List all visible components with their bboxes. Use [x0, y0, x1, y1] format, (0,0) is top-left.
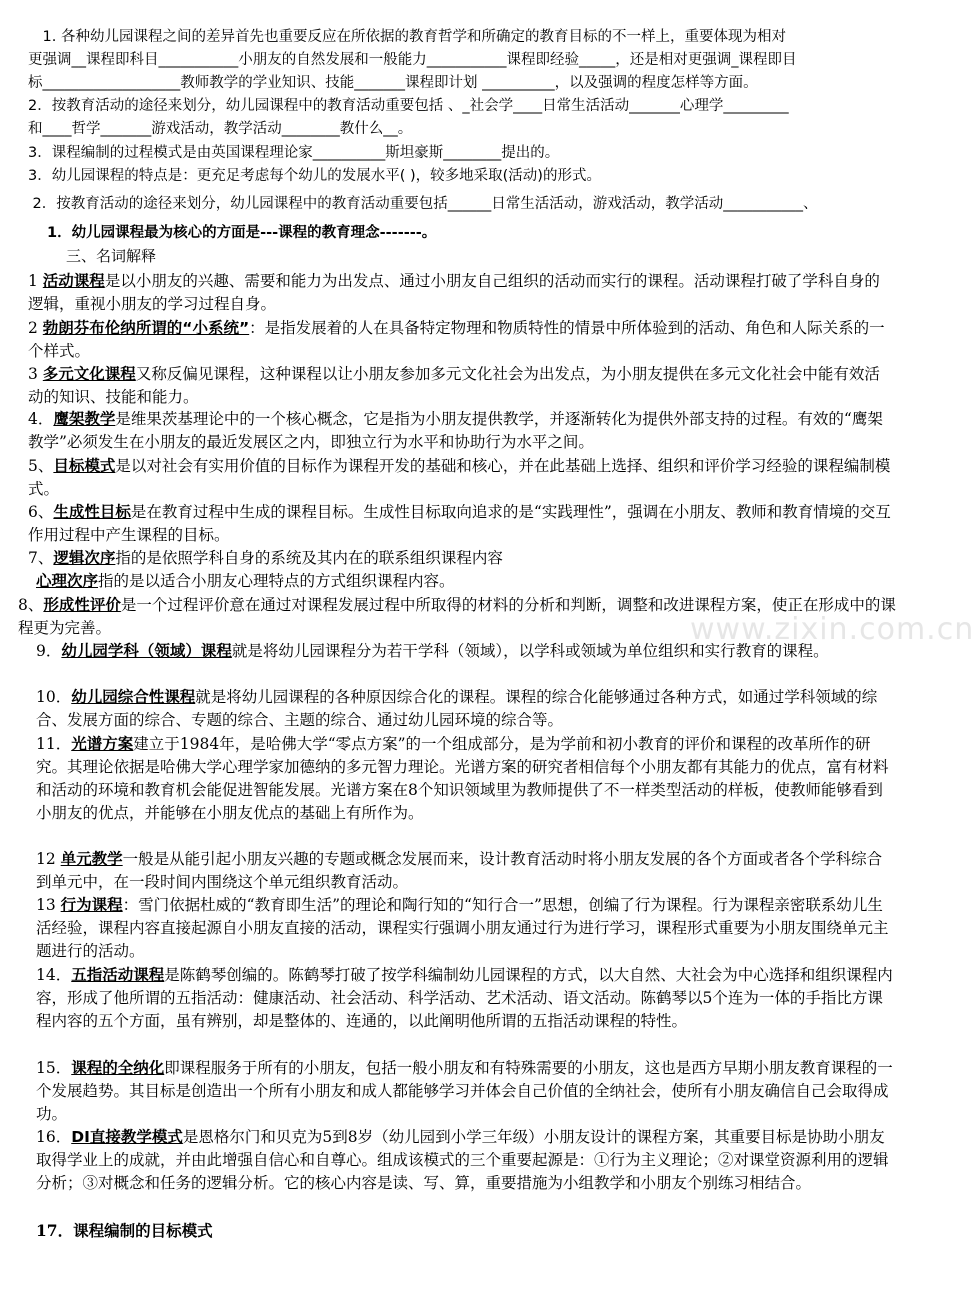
term-definition: 又称反偏见课程，这种课程以让小朋友参加多元文化社会为出发点，为小朋友提供在多元文化社会中能有效活动的知识、技能和能力。	[28, 365, 880, 406]
term-title: 生成性目标	[53, 503, 131, 521]
fill-blank-2	[28, 95, 908, 141]
term-definition: 建立于1984年，是哈佛大学“零点方案”的一个组成部分，是为学前和初小教育的评价和课程的改革所作的研究。其理论依据是哈佛大学心理学家加德纳的多元智力理论。光谱方案的研究者相信每个小朋友都有其能力的优点，富有材料和活动的环境和教育机会能促进智能发展。光谱方案在8个知识领域里为教师提供了不一样类型活动的样板，使教师能够看到小朋友的优点，并能够在小朋友优点的基础上有所作为。	[36, 735, 889, 822]
term-title: 目标模式	[53, 457, 116, 475]
fill-blank-4	[28, 165, 908, 188]
term-definition: ：是指发展着的人在具备特定物理和物质特性的情景中所体验到的活动、角色和人际关系的一个样式。	[28, 319, 885, 360]
term-entry-18	[36, 1219, 894, 1243]
fill-blank-2-line1: 2．按教育活动的途径来划分，幼儿园课程中的教育活动重要包括 、_社会学____日常生活活动_______心理学_________	[28, 98, 789, 114]
watermark-text: www.zixin.com.cn	[690, 612, 974, 647]
term-number: 8、	[18, 596, 44, 614]
term-entry-1	[28, 270, 894, 316]
term-title: 心理次序	[36, 572, 99, 590]
term-entry-8	[36, 570, 894, 593]
fill-blank-4-line1: 3．幼儿园课程的特点是：更充足考虑每个幼儿的发展水平( )，较多地采取(活动)的形式。	[28, 168, 601, 184]
term-title: 单元教学	[60, 850, 123, 868]
term-entry-2	[28, 317, 894, 363]
term-definition: 是恩格尔门和贝克为5到8岁（幼儿园到小学三年级）小朋友设计的课程方案，其重要目标是协助小朋友取得学业上的成就，并由此增强自信心和自尊心。组成该模式的三个重要起源是：①行为主义理论；②对课堂资源利用的逻辑分析；③对概念和任务的逻辑分析。它的核心内容是读、写、算，重要措施为小组教学和小朋友个别练习相结合。	[36, 1128, 889, 1192]
term-title: 幼儿园综合性课程	[71, 688, 196, 706]
term-number: 11．	[36, 735, 72, 753]
term-title: 光谱方案	[71, 735, 134, 753]
term-number: 10．	[36, 688, 72, 706]
term-number: 4．	[28, 410, 54, 428]
term-entry-9	[18, 594, 898, 640]
fill-blank-6	[18, 222, 898, 245]
term-title: 勃朗芬布伦纳所谓的“小系统”	[42, 319, 250, 337]
term-definition: 指的是以适合小朋友心理特点的方式组织课程内容。	[98, 572, 455, 590]
term-entry-15	[36, 964, 894, 1033]
fill-blank-3-line1: 3．课程编制的过程模式是由英国课程理论家__________斯坦豪斯________提出的。	[28, 145, 560, 161]
term-title: 活动课程	[42, 272, 105, 290]
term-entry-6	[28, 501, 894, 547]
term-number: 2	[28, 319, 43, 337]
term-definition: 是以对社会有实用价值的目标作为课程开发的基础和核心，并在此基础上选择、组织和评价学习经验的课程编制模式。	[28, 457, 891, 498]
fill-blank-5-line1: 2．按教育活动的途径来划分，幼儿园课程中的教育活动重要包括______日常生活活动，游戏活动，教学活动___________、	[18, 196, 818, 212]
term-number: 15．	[36, 1059, 72, 1077]
term-title: 五指活动课程	[71, 966, 165, 984]
section-title: 三、名词解释	[66, 247, 157, 265]
term-entry-7	[28, 547, 894, 570]
term-entry-10	[36, 640, 894, 663]
term-title: 幼儿园学科（领域）课程	[61, 642, 232, 660]
term-definition: 是维果茨基理论中的一个核心概念，它是指为小朋友提供教学，并逐渐转化为提供外部支持的过程。有效的“鹰架教学”必须发生在小朋友的最近发展区之内，即独立行为水平和协助行为水平之间。	[28, 410, 883, 451]
term-title: 课程编制的目标模式	[73, 1222, 213, 1240]
term-title: DI直接教学模式	[71, 1128, 183, 1146]
term-definition: 即课程服务于所有的小朋友，包括一般小朋友和有特殊需要的小朋友，这也是西方早期小朋友教育课程的一个发展趋势。其目标是创造出一个所有小朋友和成人都能够学习并体会自己价值的全纳社会，使所有小朋友确信自己会取得成功。	[36, 1059, 893, 1123]
fill-blank-1-line3: 标___________________教师教学的学业知识、技能_______课程即计划 __________，以及强调的程度怎样等方面。	[28, 75, 758, 91]
term-definition: 就是将幼儿园课程的各种原因综合化的课程。课程的综合化能够通过各种方式，如通过学科领域的综合、发展方面的综合、专题的综合、主题的综合、通过幼儿园环境的综合等。	[36, 688, 878, 729]
fill-blank-2-line2: 和____哲学_______游戏活动，教学活动________教什么__。	[28, 121, 413, 137]
term-entry-3	[28, 363, 894, 409]
fill-blank-6-line1: 1．幼儿园课程最为核心的方面是---课程的教育理念-------。	[18, 225, 437, 241]
term-number: 12	[36, 850, 61, 868]
term-title: 鹰架教学	[53, 410, 116, 428]
term-entry-13	[36, 848, 894, 894]
term-number: 7、	[28, 549, 54, 567]
term-number: 9．	[36, 642, 62, 660]
term-title: 行为课程	[60, 896, 123, 914]
term-definition: 一般是从能引起小朋友兴趣的专题或概念发展而来，设计教育活动时将小朋友发展的各个方面或者各个学科综合到单元中，在一段时间内围绕这个单元组织教育活动。	[36, 850, 883, 891]
term-title: 逻辑次序	[53, 549, 116, 567]
term-number: 5、	[28, 457, 54, 475]
term-definition: ：雪门依据杜威的“教育即生活”的理论和陶行知的“知行合一”思想，创编了行为课程。行为课程亲密联系幼儿生活经验，课程内容直接起源自小朋友直接的活动，课程实行强调小朋友通过行为进行学习，课程形式重要为小朋友围绕单元主题进行的活动。	[36, 896, 889, 960]
term-number: 1	[28, 272, 43, 290]
term-title: 课程的全纳化	[71, 1059, 165, 1077]
term-definition: 是一个过程评价意在通过对课程发展过程中所取得的材料的分析和判断，调整和改进课程方案，使正在形成中的课程更为完善。	[18, 596, 896, 637]
term-definition: 是陈鹤琴创编的。陈鹤琴打破了按学科编制幼儿园课程的方式，以大自然、大社会为中心选择和组织课程内容，形成了他所谓的五指活动：健康活动、社会活动、科学活动、艺术活动、语文活动。陈鹤琴以5个连为一体的手指比方课程内容的五个方面，虽有辨别，却是整体的、连通的，以此阐明他所谓的五指活动课程的特性。	[36, 966, 893, 1030]
term-entry-4	[28, 408, 894, 454]
term-number: 17．	[36, 1221, 74, 1240]
fill-blank-3	[28, 142, 908, 165]
fill-blank-1-line2: 更强调__课程即科目___________小朋友的自然发展和一般能力___________课程即经验_____，还是相对更强调_课程即目	[28, 52, 797, 68]
term-entry-16	[36, 1057, 894, 1126]
term-title: 多元文化课程	[42, 365, 136, 383]
term-number: 3	[28, 365, 43, 383]
term-entry-14	[36, 894, 894, 963]
term-definition: 就是将幼儿园课程分为若干学科（领域），以学科或领域为单位组织和实行教育的课程。	[231, 642, 829, 660]
term-definition: 是在教育过程中生成的课程目标。生成性目标取向追求的是“实践理性”，强调在小朋友、教师和教育情境的交互作用过程中产生课程的目标。	[28, 503, 891, 544]
term-definition: 是以小朋友的兴趣、需要和能力为出发点、通过小朋友自己组织的活动而实行的课程。活动课程打破了学科自身的逻辑，重视小朋友的学习过程自身。	[28, 272, 880, 313]
term-number: 13	[36, 896, 61, 914]
term-definition: 指的是依照学科自身的系统及其内在的联系组织课程内容	[115, 549, 503, 567]
term-title: 形成性评价	[43, 596, 121, 614]
fill-blank-1-line1: 1. 各种幼儿园课程之间的差异首先也重要反应在所依据的教育哲学和所确定的教育目标的不一样上，重要体现为相对	[28, 29, 786, 45]
fill-blank-5	[18, 193, 918, 216]
term-entry-17	[36, 1126, 894, 1195]
term-number: 14．	[36, 966, 72, 984]
term-entry-12	[36, 733, 894, 825]
term-number: 16．	[36, 1128, 72, 1146]
term-entry-11	[36, 686, 894, 732]
term-entry-5	[28, 455, 894, 501]
fill-blank-1	[28, 26, 908, 95]
term-number: 6、	[28, 503, 54, 521]
